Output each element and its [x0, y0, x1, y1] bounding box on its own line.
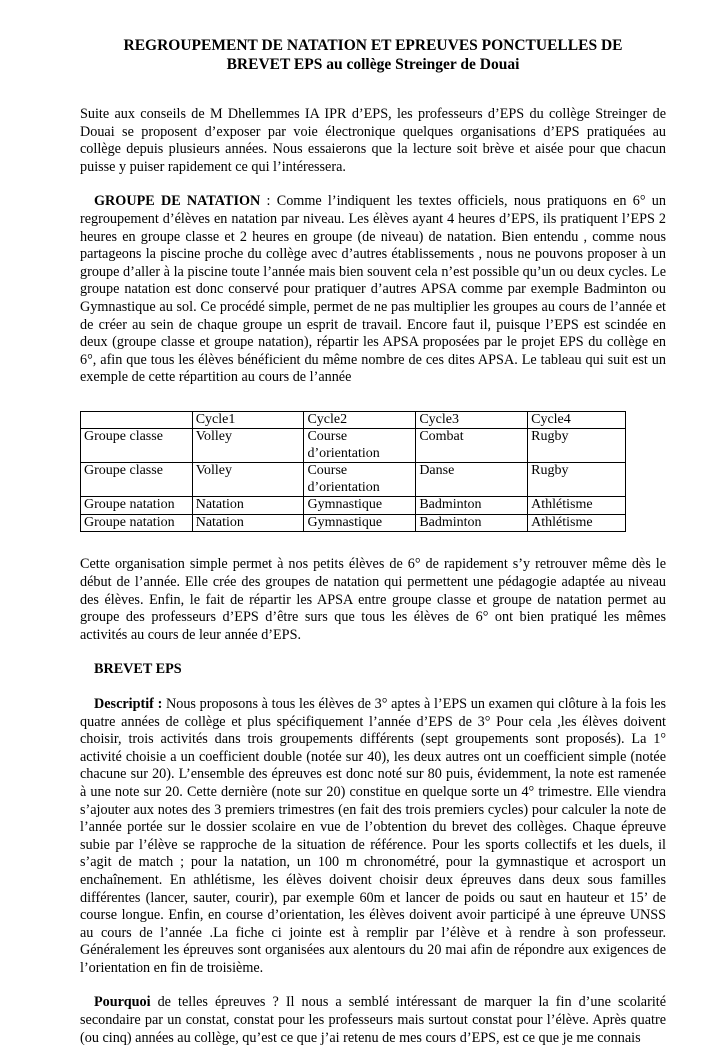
table-cell: Groupe natation: [81, 497, 193, 515]
table-row: [81, 514, 626, 532]
table-header-cell: [81, 411, 193, 429]
table-row: [81, 497, 626, 515]
descriptif-paragraph: [80, 696, 666, 978]
table-cell: Course d’orientation: [304, 429, 416, 463]
table-cell: Rugby: [528, 429, 626, 463]
natation-heading: GROUPE DE NATATION: [94, 193, 261, 210]
table-cell: Groupe classe: [81, 463, 193, 497]
table-cell: Volley: [192, 429, 304, 463]
repartition-table: [80, 411, 626, 533]
descriptif-lead: Descriptif :: [94, 695, 163, 712]
table-header-cell: Cycle3: [416, 411, 528, 429]
table-row: [81, 429, 626, 463]
title-line-2: BREVET EPS au collège Streinger de Douai: [226, 56, 520, 73]
natation-text: : Comme l’indiquent les textes officiels, nous pratiquons en 6° un regroupement d’élèves en natation par niveau. Les élèves ayant 4 heures d’EPS, ils pratiquent l’EPS 2 heures en groupe classe et 2 heures en groupe (de niveau) de natation. Bien entendu , comme nous partageons la piscine proche du collège avec d’autres établissements , nous ne pouvons proposer à un groupe d’aller à la piscine toute l’année mais bien souvent cela n’est possible qu’un ou deux cycles. Le groupe natation est donc conservé pour pratiquer d’autres APSA comme par exemple Badminton ou Gymnastique au sol. Ce procédé simple, permet de ne pas multiplier les groupes au cours de l’année et de créer au sein de chaque groupe un esprit de travail. Encore faut il, puisque l’EPS est scindée en deux (groupe classe et groupe natation), répartir les APSA proposées par le projet EPS du collège en 6°, afin que tous les élèves bénéficient du même nombre de ces dites APSA. Le tableau qui suit est un exemple de cette répartition au cours de l’année: [80, 193, 666, 386]
table-header-cell: Cycle2: [304, 411, 416, 429]
table-cell: Course d’orientation: [304, 463, 416, 497]
table-cell: Athlétisme: [528, 497, 626, 515]
table-cell: Badminton: [416, 497, 528, 515]
table-row: [81, 463, 626, 497]
natation-paragraph: [80, 193, 666, 387]
table-cell: Gymnastique: [304, 514, 416, 532]
table-header-row: [81, 411, 626, 429]
pourquoi-text: de telles épreuves ? Il nous a semblé intéressant de marquer la fin d’une scolarité secondaire par un constat, constat pour les professeurs mais surtout constat pour l’élève. Après quatre (ou cinq) années au collège, qu’est ce que j’ai retenu de mes cours d’EPS, est ce que je me connais: [80, 994, 666, 1046]
table-cell: Volley: [192, 463, 304, 497]
pourquoi-paragraph: [80, 994, 666, 1047]
table-header-cell: Cycle1: [192, 411, 304, 429]
organisation-paragraph: Cette organisation simple permet à nos petits élèves de 6° de rapidement s’y retrouver même dès le début de l’année. Elle crée des groupes de natation qui permettent une pédagogie adaptée au niveau des élèves. Enfin, le fait de répartir les APSA entre groupe classe et groupe de natation permet au groupe des professeurs d’EPS d’être surs que tous les élèves de 6° ont bien pratiqué les mêmes activités au cours de leur année d’EPS.: [80, 556, 666, 643]
document-title: [80, 36, 666, 74]
table-header-cell: Cycle4: [528, 411, 626, 429]
descriptif-text: Nous proposons à tous les élèves de 3° aptes à l’EPS un examen qui clôture à la fois les quatre années de collège et plus spécifiquement l’année d’EPS de 3° Pour cela ,les élèves doivent choisir, trois activités dans trois groupements différents (sept groupements sont proposés). La 1° activité choisie a un coefficient double (notée sur 40), les deux autres ont un coefficient simple (notée chacune sur 20). L’ensemble des épreuves est donc noté sur 80 puis, évidemment, la note est ramenée à une note sur 20. Cette dernière (note sur 20) constitue en quelque sorte un 4° trimestre. Elle viendra s’ajouter aux notes des 3 premiers trimestres (en fait des trois premiers cycles) pour calculer la note de l’année portée sur le dossier scolaire en vue de l’obtention du brevet des collèges. Chaque épreuve subie par l’élève se rapproche de la situation de référence. Pour les sports collectifs et les duels, il s’agit de match ; pour la natation, un 100 m chronométré, pour la gymnastique et acrosport un enchaînement. En athlétisme, les élèves doivent choisir deux épreuves dans deux sous familles différentes (lancer, sauter, courir), par exemple 60m et lancer de poids ou saut en hauteur et 15’ de course longue. Enfin, en course d’orientation, les élèves doivent avoir participé à une épreuve UNSS au cours de l’année .La fiche ci jointe est à remplir par l’élève et à rendre à son professeur. Généralement les épreuves sont organisées aux alentours du 20 mai afin de répondre aux exigences de l’orientation en fin de troisième.: [80, 695, 667, 976]
table-cell: Combat: [416, 429, 528, 463]
table-cell: Gymnastique: [304, 497, 416, 515]
table-cell: Rugby: [528, 463, 626, 497]
title-line-1: REGROUPEMENT DE NATATION ET EPREUVES PONCTUELLES DE: [123, 37, 623, 54]
table-cell: Groupe natation: [81, 514, 193, 532]
table-cell: Danse: [416, 463, 528, 497]
table-cell: Natation: [192, 514, 304, 532]
table-cell: Groupe classe: [81, 429, 193, 463]
table-cell: Badminton: [416, 514, 528, 532]
table-cell: Athlétisme: [528, 514, 626, 532]
brevet-heading: BREVET EPS: [94, 661, 182, 678]
table-cell: Natation: [192, 497, 304, 515]
pourquoi-lead: Pourquoi: [94, 994, 151, 1011]
intro-paragraph: Suite aux conseils de M Dhellemmes IA IPR d’EPS, les professeurs d’EPS du collège Streinger de Douai se proposent d’exposer par voie électronique quelques organisations d’EPS pratiquées au collège depuis plusieurs années. Nous essaierons que la lecture soit brève et aisée pour que chacun puisse y puiser rapidement ce qui l’intéressera.: [80, 106, 666, 175]
